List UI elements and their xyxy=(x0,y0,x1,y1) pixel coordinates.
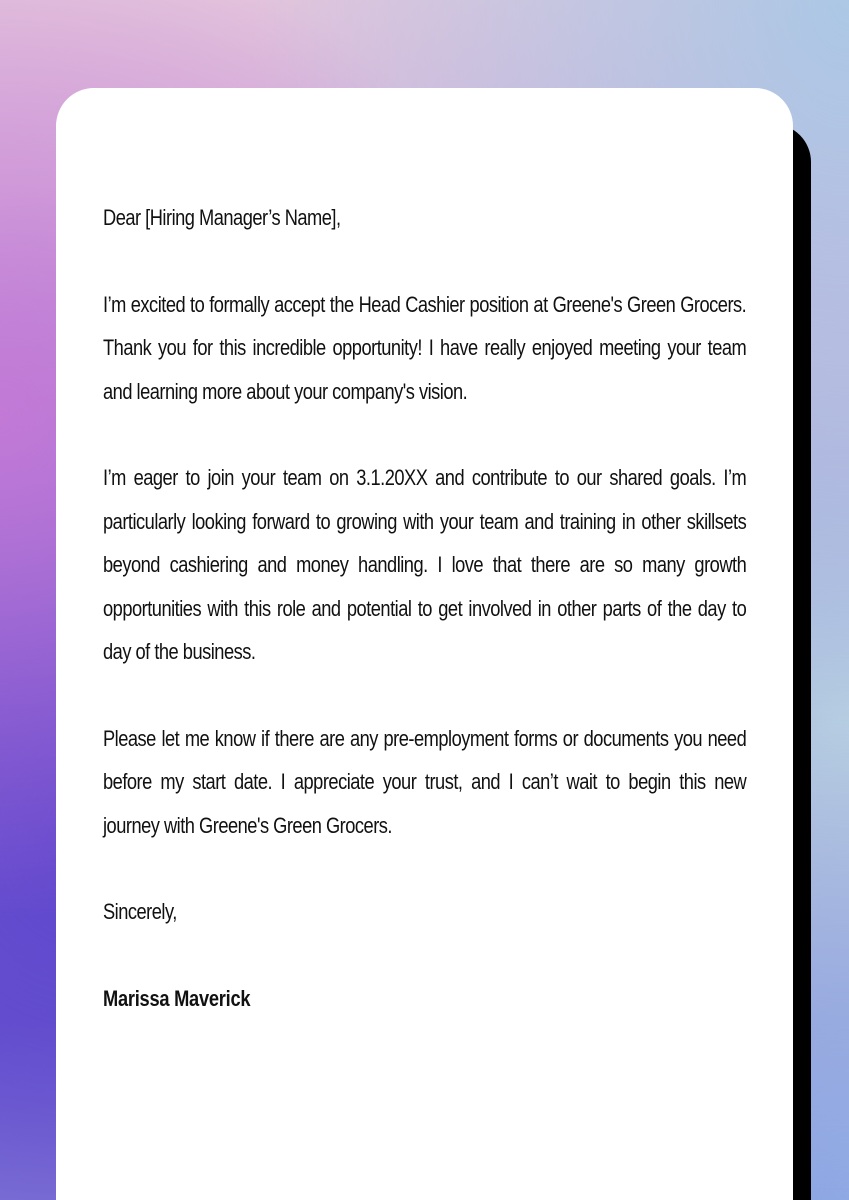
letter-body xyxy=(103,196,746,1064)
letter-signature: Marissa Maverick xyxy=(103,986,251,1012)
letter-card xyxy=(56,88,793,1200)
letter-paragraph-2: I’m eager to join your team on 3.1.20XX and contribute to our shared goals. I’m particularly looking forward to growing with your team and training in other skillsets beyond cashiering and money handling. I love that there are so many growth opportunities with this role and potential to get involved in other parts of the day to day of the business. xyxy=(103,465,747,665)
letter-paragraph-3: Please let me know if there are any pre-employment forms or documents you need before my start date. I appreciate your trust, and I can’t wait to begin this new journey with Greene's Green Grocers. xyxy=(103,725,747,838)
letter-greeting: Dear [Hiring Manager’s Name], xyxy=(103,205,341,230)
letter-closing: Sincerely, xyxy=(103,899,177,925)
letter-paragraph-1: I’m excited to formally accept the Head Cashier position at Greene's Green Grocers. Thank you for this incredible opportunity! I have really enjoyed meeting your team and learning more about your company's vision. xyxy=(103,291,747,404)
